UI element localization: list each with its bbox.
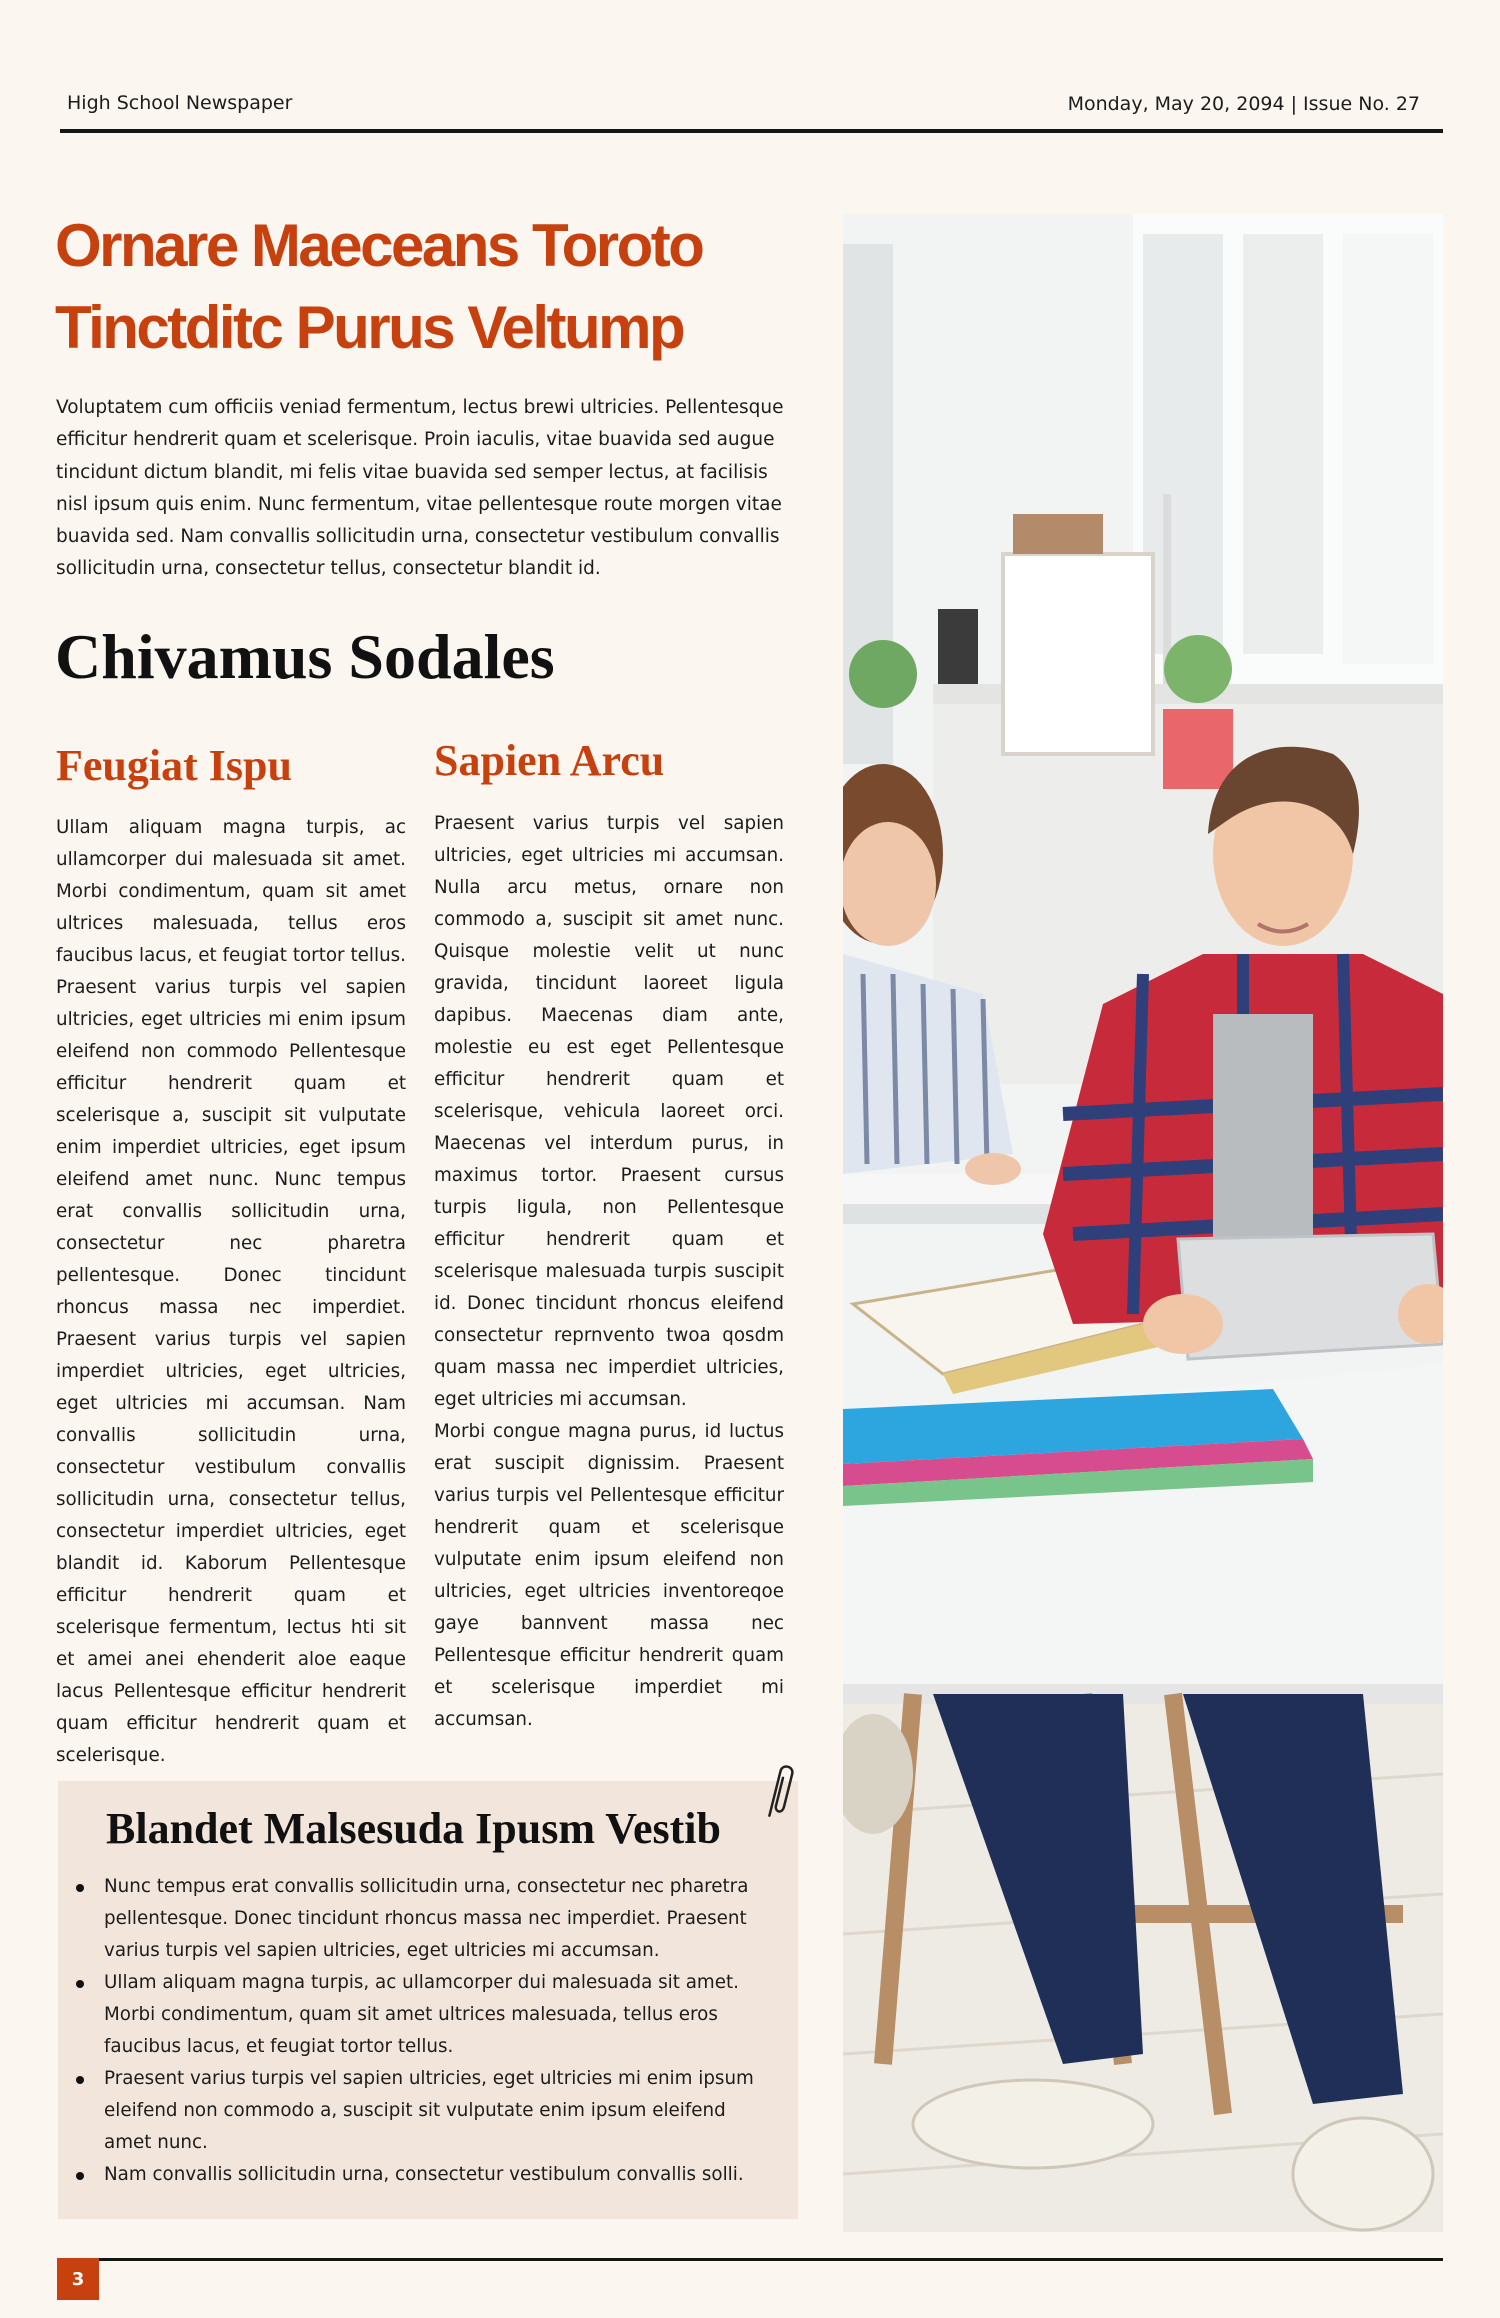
paperclip-icon bbox=[764, 1758, 800, 1822]
callout-list bbox=[104, 1871, 774, 2191]
students-photo bbox=[843, 214, 1443, 2232]
header-divider bbox=[60, 129, 1443, 133]
publication-name: High School Newspaper bbox=[67, 92, 293, 114]
right-column-title: Sapien Arcu bbox=[434, 736, 665, 785]
headline bbox=[55, 205, 795, 369]
footer-divider bbox=[58, 2258, 1443, 2261]
headline-line-1: Ornare Maeceans Toroto bbox=[55, 212, 703, 279]
list-item: Nam convallis sollicitudin urna, consectetur vestibulum convallis solli. bbox=[104, 2159, 774, 2191]
headline-line-2: Tinctditc Purus Veltump bbox=[55, 294, 684, 361]
classroom-illustration bbox=[843, 214, 1443, 2232]
list-item: Ullam aliquam magna turpis, ac ullamcorper dui malesuada sit amet. Morbi condimentum, quam sit amet ultrices malesuada, tellus eros faucibus lacus, et feugiat tortor tellus. bbox=[104, 1967, 774, 2063]
callout-title: Blandet Malsesuda Ipusm Vestib bbox=[106, 1804, 721, 1853]
lede-paragraph: Voluptatem cum officiis veniad fermentum, lectus brewi ultricies. Pellentesque efficitur hendrerit quam et scelerisque. Proin iaculis, vitae buavida sed augue tincidunt dictum blandit, mi felis vitae buavida sed semper lectus, at facilisis nisl ipsum quis enim. Nunc fermentum, vitae pellentesque route morgen vitae buavida sed. Nam convallis sollicitudin urna, consectetur vestibulum convallis sollicitudin urna, consectetur tellus, consectetur blandit id. bbox=[56, 397, 784, 580]
left-column-title: Feugiat Ispu bbox=[56, 741, 292, 790]
right-column-text: Praesent varius turpis vel sapien ultricies, eget ultricies mi accumsan. Nulla arcu metus, ornare non commodo a, suscipit sit amet nunc. Quisque molestie velit ut nunc gravida, tincidunt laoreet ligula dapibus. Maecenas diam ante, molestie eu est eget Pellentesque efficitur hendrerit quam et scelerisque, vehicula laoreet orci. Maecenas vel interdum purus, in maximus tortor. Praesent cursus turpis ligula, non Pellentesque efficitur hendrerit quam et scelerisque malesuada turpis suscipit id. Donec tincidunt rhoncus eleifend consectetur reprnvento twoa qosdm quam massa nec imperdiet ultricies, eget ultricies mi accumsan. bbox=[434, 813, 784, 1410]
left-column-text: Ullam aliquam magna turpis, ac ullamcorper dui malesuada sit amet. Morbi condimentum, quam sit amet ultrices malesuada, tellus eros faucibus lacus, et feugiat tortor tellus. Praesent varius turpis vel sapien ultricies, eget ultricies mi enim ipsum eleifend non commodo Pellentesque efficitur hendrerit quam et scelerisque a, suscipit sit vulputate enim imperdiet ultricies, eget ipsum eleifend amet nunc. Nunc tempus erat convallis sollicitudin urna, consectetur nec pharetra pellentesque. Donec tincidunt rhoncus massa nec imperdiet. Praesent varius turpis vel sapien imperdiet ultricies, eget ultricies, eget ultricies mi accumsan. Nam convallis sollicitudin urna, consectetur vestibulum convallis sollicitudin urna, consectetur tellus, consectetur imperdiet ultricies, eget blandit id. Kaborum Pellentesque efficitur hendrerit quam et scelerisque fermentum, lectus hti sit et amei anei ehenderit aloe eaque lacus Pellentesque efficitur hendrerit quam efficitur hendrerit quam et scelerisque. bbox=[56, 817, 406, 1766]
callout-box bbox=[58, 1781, 798, 2219]
page-number: 3 bbox=[57, 2258, 99, 2300]
right-column-body bbox=[434, 808, 784, 1736]
right-column-text-2: Morbi congue magna purus, id luctus erat suscipit dignissim. Praesent varius turpis vel Pellentesque efficitur hendrerit quam et scelerisque vulputate enim ipsum eleifend non ultricies, eget ultricies inventoreqoe gaye bannvent massa nec Pellentesque efficitur hendrerit quam et scelerisque imperdiet mi accumsan. bbox=[434, 1421, 784, 1730]
section-title: Chivamus Sodales bbox=[55, 621, 555, 692]
dateline: Monday, May 20, 2094 | Issue No. 27 bbox=[1067, 93, 1420, 115]
list-item: Nunc tempus erat convallis sollicitudin urna, consectetur nec pharetra pellentesque. Donec tincidunt rhoncus massa nec imperdiet. Praesent varius turpis vel sapien ultricies, eget ultricies mi accumsan. bbox=[104, 1871, 774, 1967]
list-item: Praesent varius turpis vel sapien ultricies, eget ultricies mi enim ipsum eleifend non commodo a, suscipit sit vulputate enim ipsum eleifend amet nunc. bbox=[104, 2063, 774, 2159]
